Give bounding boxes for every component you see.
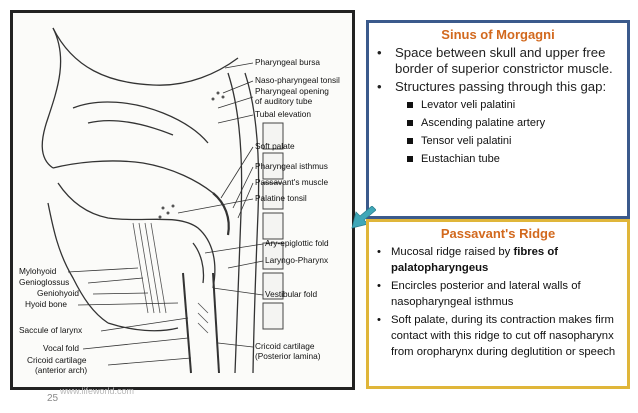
- label-genioglossus: Genioglossus: [19, 277, 70, 287]
- jaw-outline: [108, 323, 178, 331]
- nose-outline: [42, 28, 60, 168]
- passavant-point-bold: fibres of palatopharyngeus: [391, 246, 559, 274]
- structure-item: Ascending palatine artery: [369, 116, 627, 131]
- label-laryngo-pharynx: Laryngo-Pharynx: [265, 255, 329, 265]
- pharynx-diagram: [13, 13, 352, 387]
- vertebra-block: [263, 303, 283, 329]
- structures-list: [369, 98, 627, 167]
- label-mylohyoid: Mylohyoid: [19, 266, 57, 276]
- passavant-point: [369, 244, 627, 276]
- label-passavants-muscle: Passavant's muscle: [255, 177, 329, 187]
- passavants-ridge-box: [366, 219, 630, 389]
- label-hyoid-bone: Hyoid bone: [25, 299, 67, 309]
- label-pharyngeal-isthmus: Pharyngeal isthmus: [255, 161, 328, 171]
- structure-item: Eustachian tube: [369, 152, 627, 167]
- sinus-point-list: [369, 45, 627, 95]
- cricoid-hatching: [198, 303, 208, 333]
- label-naso-pharyngeal-tonsil: Naso-pharyngeal tonsil: [255, 75, 340, 85]
- soft-palate-outline: [213, 193, 229, 235]
- passavant-point-text: Mucosal ridge raised by: [391, 246, 514, 258]
- label-tubal-elevation: Tubal elevation: [255, 109, 311, 119]
- label-auditory-tube: of auditory tube: [255, 96, 313, 106]
- label-cricoid-posterior-lamina: (Posterior lamina): [255, 351, 321, 361]
- label-vestibular-fold: Vestibular fold: [265, 289, 318, 299]
- label-ary-epiglottic-fold: Ary-epiglottic fold: [265, 238, 329, 248]
- vertebra-block: [263, 213, 283, 239]
- sinus-point: • Space between skull and upper free border of superior constrictor muscle.: [369, 45, 627, 77]
- label-pharyngeal-opening: Pharyngeal opening: [255, 86, 329, 96]
- label-pharyngeal-bursa: Pharyngeal bursa: [255, 57, 321, 67]
- passavant-point: • Soft palate, during its contraction makes firm contact with this ridge to cut off nasopharynx from oropharynx during deglutition or speech: [369, 312, 627, 360]
- passavant-point-list: [369, 244, 627, 360]
- anatomy-figure: [10, 10, 355, 390]
- watermark: www.lifeworld.com: [60, 386, 135, 396]
- label-geniohyoid: Geniohyoid: [37, 288, 79, 298]
- sinus-point: • Structures passing through this gap:: [369, 79, 627, 95]
- slide-number: 25: [47, 393, 59, 404]
- sinus-of-morgagni-box: [366, 20, 630, 219]
- label-cricoid-anterior-arch: (anterior arch): [35, 365, 88, 375]
- structure-item: Tensor veli palatini: [369, 134, 627, 149]
- label-soft-palate: Soft palate: [255, 141, 295, 151]
- skull-base-outline: [53, 28, 238, 85]
- label-palatine-tonsil: Palatine tonsil: [255, 193, 307, 203]
- tongue-outline: [58, 183, 215, 288]
- turbinate-outline: [88, 121, 173, 135]
- passavant-point: • Encircles posterior and lateral walls of nasopharyngeal isthmus: [369, 278, 627, 310]
- passavant-box-title: Passavant's Ridge: [440, 226, 556, 241]
- label-cricoid-posterior: Cricoid cartilage: [255, 341, 315, 351]
- label-vocal-fold: Vocal fold: [43, 343, 79, 353]
- epiglottis-outline: [193, 243, 204, 283]
- structure-item: Levator veli palatini: [369, 98, 627, 113]
- label-cricoid-anterior: Cricoid cartilage: [27, 355, 87, 365]
- hard-palate-outline: [53, 161, 213, 193]
- sinus-box-title: Sinus of Morgagni: [441, 27, 555, 42]
- label-saccule-of-larynx: Saccule of larynx: [19, 325, 83, 335]
